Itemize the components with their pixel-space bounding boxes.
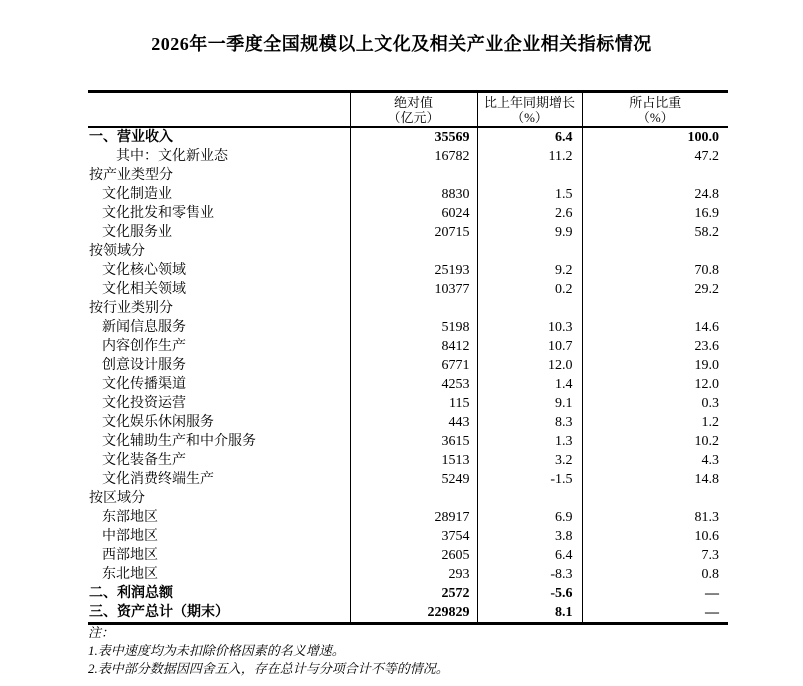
- row-share: 47.2: [582, 147, 728, 166]
- header-growth-line2: （%）: [511, 110, 548, 125]
- row-absolute-value: 35569: [350, 127, 477, 147]
- row-growth: 1.3: [477, 432, 582, 451]
- table-row: [88, 318, 728, 337]
- row-growth: 9.9: [477, 223, 582, 242]
- table-row: [88, 223, 728, 242]
- row-share: 81.3: [582, 508, 728, 527]
- table-row: [88, 603, 728, 624]
- table-row: [88, 546, 728, 565]
- indicators-table: [88, 90, 728, 625]
- row-label: 一、营业收入: [89, 130, 173, 145]
- table-row: [88, 508, 728, 527]
- row-share: 70.8: [582, 261, 728, 280]
- row-growth: 9.2: [477, 261, 582, 280]
- table-row: [88, 147, 728, 166]
- row-label: 文化装备生产: [102, 453, 186, 468]
- row-absolute-value: 28917: [350, 508, 477, 527]
- header-absolute-value-line2: （亿元）: [387, 110, 440, 125]
- row-absolute-value: 3615: [350, 432, 477, 451]
- row-absolute-value: 6771: [350, 356, 477, 375]
- table-notes: [88, 624, 449, 678]
- row-absolute-value: 4253: [350, 375, 477, 394]
- row-absolute-value: 6024: [350, 204, 477, 223]
- row-absolute-value: [350, 489, 477, 508]
- row-growth: 12.0: [477, 356, 582, 375]
- row-share: 14.8: [582, 470, 728, 489]
- table-row: [88, 280, 728, 299]
- row-share: —: [582, 584, 728, 603]
- note-item-2: 2.表中部分数据因四舍五入，存在总计与分项合计不等的情况。: [88, 661, 449, 676]
- row-label: 文化服务业: [102, 225, 172, 240]
- header-indicator: [88, 92, 350, 128]
- row-label: 东北地区: [102, 567, 158, 582]
- row-share: 0.8: [582, 565, 728, 584]
- row-label: 文化相关领域: [102, 282, 186, 297]
- header-growth: [477, 92, 582, 128]
- row-absolute-value: 293: [350, 565, 477, 584]
- row-growth: [477, 242, 582, 261]
- page-title: 2026年一季度全国规模以上文化及相关产业企业相关指标情况: [151, 34, 652, 54]
- row-absolute-value: 8830: [350, 185, 477, 204]
- row-label: 文化传播渠道: [102, 377, 186, 392]
- row-growth: -5.6: [477, 584, 582, 603]
- row-label: 按产业类型分: [89, 168, 173, 183]
- row-label: 文化娱乐休闲服务: [102, 415, 214, 430]
- table-row: [88, 432, 728, 451]
- row-share: [582, 242, 728, 261]
- row-absolute-value: [350, 166, 477, 185]
- table-row: [88, 242, 728, 261]
- table-row: [88, 565, 728, 584]
- row-share: 7.3: [582, 546, 728, 565]
- row-growth: 0.2: [477, 280, 582, 299]
- row-label: 新闻信息服务: [102, 320, 186, 335]
- table-body: [88, 127, 728, 624]
- table-row: [88, 261, 728, 280]
- row-absolute-value: 229829: [350, 603, 477, 624]
- row-label: 文化投资运营: [102, 396, 186, 411]
- row-label: 东部地区: [102, 510, 158, 525]
- row-growth: 6.9: [477, 508, 582, 527]
- table-header: [88, 92, 728, 128]
- table-row: [88, 356, 728, 375]
- row-label: 中部地区: [102, 529, 158, 544]
- row-growth: 6.4: [477, 127, 582, 147]
- row-absolute-value: 2605: [350, 546, 477, 565]
- row-share: 0.3: [582, 394, 728, 413]
- table-row: [88, 166, 728, 185]
- row-label: 文化消费终端生产: [102, 472, 214, 487]
- row-label: 文化核心领域: [102, 263, 186, 278]
- row-absolute-value: [350, 299, 477, 318]
- row-absolute-value: 5249: [350, 470, 477, 489]
- table-row: [88, 127, 728, 147]
- row-absolute-value: 16782: [350, 147, 477, 166]
- row-growth: 6.4: [477, 546, 582, 565]
- row-share: 12.0: [582, 375, 728, 394]
- row-growth: 8.1: [477, 603, 582, 624]
- row-share: 58.2: [582, 223, 728, 242]
- row-label: 二、利润总额: [89, 586, 173, 601]
- table-row: [88, 185, 728, 204]
- header-absolute-value-line1: 绝对值: [393, 95, 433, 110]
- row-absolute-value: 115: [350, 394, 477, 413]
- header-growth-line1: 比上年同期增长: [483, 95, 575, 110]
- row-growth: 3.2: [477, 451, 582, 470]
- row-absolute-value: 8412: [350, 337, 477, 356]
- row-growth: 9.1: [477, 394, 582, 413]
- row-absolute-value: 25193: [350, 261, 477, 280]
- table-row: [88, 489, 728, 508]
- row-share: 14.6: [582, 318, 728, 337]
- table-row: [88, 470, 728, 489]
- row-share: 19.0: [582, 356, 728, 375]
- row-growth: -1.5: [477, 470, 582, 489]
- row-growth: [477, 299, 582, 318]
- row-share: 100.0: [582, 127, 728, 147]
- row-share: 1.2: [582, 413, 728, 432]
- row-share: 29.2: [582, 280, 728, 299]
- header-share-line2: （%）: [636, 110, 674, 125]
- row-share: [582, 299, 728, 318]
- row-label: 按区域分: [89, 491, 145, 506]
- table-row: [88, 413, 728, 432]
- row-share: [582, 489, 728, 508]
- table-row: [88, 299, 728, 318]
- row-share: 10.6: [582, 527, 728, 546]
- row-share: 4.3: [582, 451, 728, 470]
- row-growth: [477, 166, 582, 185]
- row-absolute-value: 2572: [350, 584, 477, 603]
- row-growth: -8.3: [477, 565, 582, 584]
- header-share-line1: 所占比重: [629, 95, 682, 110]
- table-row: [88, 527, 728, 546]
- row-share: 24.8: [582, 185, 728, 204]
- row-share: 16.9: [582, 204, 728, 223]
- row-absolute-value: 1513: [350, 451, 477, 470]
- row-share: —: [582, 603, 728, 624]
- table-row: [88, 204, 728, 223]
- row-absolute-value: 10377: [350, 280, 477, 299]
- row-absolute-value: 3754: [350, 527, 477, 546]
- row-absolute-value: 5198: [350, 318, 477, 337]
- row-share: 23.6: [582, 337, 728, 356]
- table-row: [88, 451, 728, 470]
- row-label: 三、资产总计（期末）: [89, 605, 229, 620]
- table-row: [88, 394, 728, 413]
- row-label: 按行业类别分: [89, 301, 173, 316]
- row-label: 西部地区: [102, 548, 158, 563]
- header-row: [88, 92, 728, 128]
- row-growth: 10.3: [477, 318, 582, 337]
- row-share: 10.2: [582, 432, 728, 451]
- row-share: [582, 166, 728, 185]
- row-growth: 8.3: [477, 413, 582, 432]
- row-label: 文化辅助生产和中介服务: [102, 434, 256, 449]
- row-growth: [477, 489, 582, 508]
- notes-heading: 注：: [88, 625, 115, 640]
- row-growth: 1.5: [477, 185, 582, 204]
- row-label: 文化批发和零售业: [102, 206, 214, 221]
- row-growth: 10.7: [477, 337, 582, 356]
- note-item-1: 1.表中速度均为未扣除价格因素的名义增速。: [88, 643, 345, 658]
- row-growth: 3.8: [477, 527, 582, 546]
- table-row: [88, 337, 728, 356]
- row-growth: 1.4: [477, 375, 582, 394]
- row-label: 创意设计服务: [102, 358, 186, 373]
- row-label: 内容创作生产: [102, 339, 186, 354]
- header-absolute-value: [350, 92, 477, 128]
- header-share: [582, 92, 728, 128]
- table-row: [88, 375, 728, 394]
- row-absolute-value: 443: [350, 413, 477, 432]
- table-row: [88, 584, 728, 603]
- row-absolute-value: 20715: [350, 223, 477, 242]
- row-growth: 11.2: [477, 147, 582, 166]
- row-label: 按领域分: [89, 244, 145, 259]
- row-growth: 2.6: [477, 204, 582, 223]
- row-label: 其中：文化新业态: [116, 149, 228, 164]
- row-label: 文化制造业: [102, 187, 172, 202]
- row-absolute-value: [350, 242, 477, 261]
